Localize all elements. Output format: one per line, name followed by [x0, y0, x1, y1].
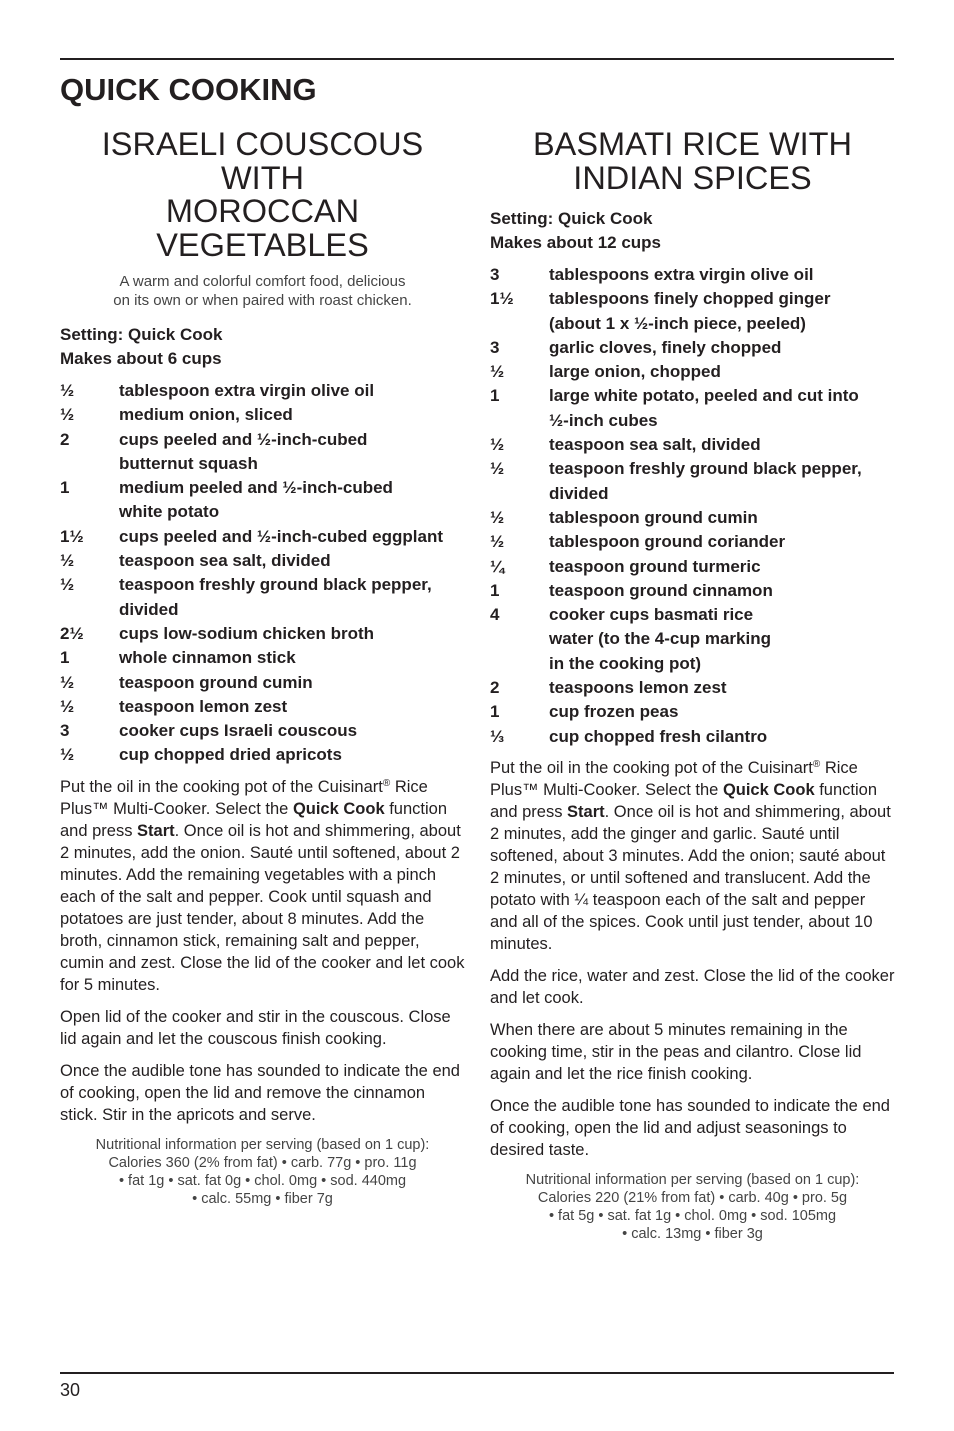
- ingredient-line: teaspoons lemon zest: [549, 678, 727, 698]
- ingredient-row: [60, 719, 465, 743]
- nutrition-info: [490, 1171, 895, 1243]
- nutrition-line: Nutritional information per serving (based on 1 cup):: [95, 1136, 430, 1153]
- recipe-title-line: BASMATI RICE WITH: [533, 126, 852, 162]
- ingredient-item: [549, 555, 895, 579]
- recipe-title: [60, 128, 465, 262]
- ingredient-line: tablespoon ground coriander: [549, 532, 786, 552]
- ingredient-qty: 4: [490, 605, 500, 625]
- method-paragraph: Put the oil in the cooking pot of the Cuisinart® Rice Plus™ Multi-Cooker. Select the Quick Cook function and press Start. Once oil is hot and shimmering, about 2 minutes, add the ginger and garlic. Sauté until softened, about 3 minutes. Add the onion; sauté about 2 minutes, or until softened and translucent. Add the potato with ¼ teaspoon each of the salt and pepper and all of the spices. Cook until just tender, about 10 minutes.: [490, 758, 891, 953]
- ingredient-row: [60, 428, 465, 477]
- ingredient-qty: [490, 627, 549, 676]
- ingredient-qty: 1½: [60, 526, 84, 546]
- ingredient-row: [60, 573, 465, 622]
- ingredient-qty: ½: [490, 459, 505, 479]
- ingredient-qty: 1: [60, 478, 70, 498]
- ingredient-line: teaspoon freshly ground black pepper,: [119, 575, 432, 595]
- bottom-rule: [60, 1372, 894, 1374]
- ingredient-qty: ⅓: [490, 726, 505, 746]
- ingredient-row: [60, 549, 465, 573]
- ingredient-qty: ¼: [490, 556, 505, 576]
- ingredient-qty: ½: [60, 575, 75, 595]
- recipe-method: [60, 776, 465, 1126]
- ingredient-item: [549, 336, 895, 360]
- ingredient-line: teaspoon sea salt, divided: [549, 435, 761, 455]
- ingredient-line: garlic cloves, finely chopped: [549, 337, 782, 357]
- nutrition-line: • fat 5g • sat. fat 1g • chol. 0mg • sod. 105mg: [548, 1207, 837, 1224]
- ingredient-row: [490, 263, 895, 287]
- ingredient-line: white potato: [119, 502, 220, 522]
- ingredient-qty: 2: [60, 429, 70, 449]
- ingredient-line: ½-inch cubes: [549, 410, 658, 430]
- ingredient-row: [490, 725, 895, 749]
- ingredient-line: teaspoon ground cumin: [119, 672, 313, 692]
- ingredient-line: tablespoon extra virgin olive oil: [119, 381, 375, 400]
- ingredient-row: [490, 676, 895, 700]
- method-paragraph: Add the rice, water and zest. Close the lid of the cooker and let cook.: [490, 966, 895, 1007]
- nutrition-line: Nutritional information per serving (based on 1 cup):: [525, 1171, 860, 1188]
- ingredient-line: water (to the 4-cup marking: [549, 629, 771, 649]
- ingredient-qty: 3: [490, 337, 500, 357]
- ingredient-line: large onion, chopped: [549, 362, 721, 382]
- ingredient-line: cup chopped fresh cilantro: [549, 726, 768, 746]
- ingredient-item: [549, 530, 895, 554]
- ingredient-row: [60, 403, 465, 427]
- recipe-meta: [60, 323, 465, 371]
- recipe-title-line: MOROCCAN: [165, 193, 360, 229]
- ingredient-line: whole cinnamon stick: [119, 648, 296, 668]
- recipe-meta: [490, 207, 895, 255]
- nutrition-line: • calc. 13mg • fiber 3g: [622, 1225, 763, 1242]
- ingredient-qty: 1: [490, 702, 500, 722]
- ingredient-row: [490, 336, 895, 360]
- ingredient-qty: ½: [490, 532, 505, 552]
- ingredient-qty: ½: [60, 381, 75, 400]
- ingredient-line: cup frozen peas: [549, 702, 679, 722]
- ingredient-item: [119, 695, 465, 719]
- recipe-israeli-couscous: [60, 125, 465, 1208]
- ingredient-item: [549, 700, 895, 724]
- ingredient-row: [490, 287, 895, 336]
- recipe-intro: [60, 272, 465, 310]
- section-title: QUICK COOKING: [60, 72, 317, 107]
- recipe-title-line: WITH: [220, 159, 305, 196]
- nutrition-info: [60, 1136, 465, 1208]
- ingredient-line: teaspoon lemon zest: [119, 696, 288, 716]
- ingredient-list: [60, 379, 465, 768]
- ingredient-row: [60, 671, 465, 695]
- ingredient-row: [60, 646, 465, 670]
- recipe-title: [490, 128, 895, 195]
- ingredient-item: [549, 287, 895, 336]
- ingredient-row: [60, 622, 465, 646]
- nutrition-line: • fat 1g • sat. fat 0g • chol. 0mg • sod. 440mg: [118, 1172, 407, 1189]
- ingredient-line: teaspoon freshly ground black pepper,: [549, 459, 862, 479]
- ingredient-line: butternut squash: [119, 453, 258, 473]
- ingredient-item: [549, 263, 895, 287]
- recipe-yield: Makes about 6 cups: [60, 349, 222, 368]
- ingredient-item: [119, 379, 465, 403]
- ingredient-row: [490, 433, 895, 457]
- ingredient-row: [60, 695, 465, 719]
- ingredient-item: [119, 403, 465, 427]
- method-paragraph: Open lid of the cooker and stir in the couscous. Close lid again and let the couscous finish cooking.: [60, 1007, 451, 1048]
- ingredient-row: [490, 506, 895, 530]
- ingredient-row: [490, 360, 895, 384]
- ingredient-row: [490, 627, 895, 676]
- nutrition-line: • calc. 55mg • fiber 7g: [192, 1190, 333, 1207]
- ingredient-row: [60, 525, 465, 549]
- ingredient-qty: ½: [60, 745, 75, 765]
- ingredient-item: [549, 384, 895, 433]
- ingredient-line: tablespoons finely chopped ginger: [549, 289, 831, 309]
- ingredient-row: [60, 743, 465, 767]
- ingredient-line: cooker cups Israeli couscous: [119, 721, 358, 741]
- ingredient-item: [549, 506, 895, 530]
- ingredient-row: [60, 379, 465, 403]
- ingredient-qty: 2½: [60, 623, 84, 643]
- page-number: 30: [60, 1380, 81, 1400]
- recipe-basmati-rice: [490, 125, 895, 1243]
- ingredient-item: [119, 719, 465, 743]
- ingredient-line: tablespoons extra virgin olive oil: [549, 265, 814, 284]
- ingredient-line: in the cooking pot): [549, 653, 702, 673]
- ingredient-item: [549, 433, 895, 457]
- ingredient-item: [119, 743, 465, 767]
- method-paragraph: When there are about 5 minutes remaining in the cooking time, stir in the peas and cilantro. Close lid again and let the rice finish cooking.: [490, 1020, 862, 1083]
- ingredient-row: [490, 700, 895, 724]
- ingredient-qty: 1½: [490, 289, 514, 309]
- ingredient-qty: ½: [490, 507, 505, 527]
- ingredient-line: divided: [119, 599, 179, 619]
- ingredient-qty: ½: [490, 435, 505, 455]
- ingredient-item: [119, 549, 465, 573]
- ingredient-item: [549, 725, 895, 749]
- recipe-title-line: ISRAELI COUSCOUS: [101, 126, 424, 162]
- intro-line: on its own or when paired with roast chicken.: [113, 292, 412, 309]
- ingredient-item: [119, 476, 465, 525]
- nutrition-line: Calories 220 (21% from fat) • carb. 40g • pro. 5g: [537, 1189, 848, 1206]
- ingredient-line: medium peeled and ½-inch-cubed: [119, 478, 393, 498]
- ingredient-qty: 1: [490, 580, 500, 600]
- ingredient-line: teaspoon ground cinnamon: [549, 580, 773, 600]
- ingredient-item: [119, 573, 465, 622]
- ingredient-qty: 3: [490, 265, 500, 284]
- ingredient-item: [549, 676, 895, 700]
- recipe-setting: Setting: Quick Cook: [60, 325, 223, 344]
- ingredient-item: [549, 360, 895, 384]
- ingredient-line: teaspoon ground turmeric: [549, 556, 761, 576]
- recipe-title-line: VEGETABLES: [156, 226, 369, 263]
- ingredient-line: cups peeled and ½-inch-cubed: [119, 429, 368, 449]
- ingredient-row: [490, 555, 895, 579]
- ingredient-item: [549, 457, 895, 506]
- nutrition-line: Calories 360 (2% from fat) • carb. 77g • pro. 11g: [108, 1154, 417, 1171]
- ingredient-line: tablespoon ground cumin: [549, 507, 758, 527]
- ingredient-item: [119, 428, 465, 477]
- ingredient-qty: 1: [60, 648, 70, 668]
- method-paragraph: Once the audible tone has sounded to indicate the end of cooking, open the lid and adjust seasonings to desired taste.: [490, 1096, 890, 1159]
- recipe-method: [490, 757, 895, 1161]
- ingredient-row: [490, 603, 895, 627]
- ingredient-qty: ½: [60, 696, 75, 716]
- recipe-yield: Makes about 12 cups: [490, 233, 662, 252]
- ingredient-qty: ½: [490, 362, 505, 382]
- ingredient-line: cups low-sodium chicken broth: [119, 623, 375, 643]
- method-paragraph: Put the oil in the cooking pot of the Cuisinart® Rice Plus™ Multi-Cooker. Select the Quick Cook function and press Start. Once oil is hot and shimmering, about 2 minutes, add the onion. Sauté until softened, about 2 minutes. Add the remaining vegetables with a pinch each of the salt and pepper. Cook until squash and potatoes are just tender, about 8 minutes. Add the broth, cinnamon stick, remaining salt and pepper, cumin and zest. Close the lid of the cooker and let cook for 5 minutes.: [60, 777, 465, 994]
- recipe-title-line: INDIAN SPICES: [573, 159, 812, 196]
- ingredient-row: [490, 579, 895, 603]
- ingredient-qty: 3: [60, 721, 70, 741]
- ingredient-line: teaspoon sea salt, divided: [119, 551, 331, 571]
- ingredient-qty: 1: [490, 386, 500, 406]
- ingredient-item: [549, 627, 895, 676]
- ingredient-item: [119, 525, 465, 549]
- recipe-setting: Setting: Quick Cook: [490, 209, 653, 228]
- ingredient-row: [490, 457, 895, 506]
- intro-line: A warm and colorful comfort food, delicious: [119, 273, 406, 290]
- ingredient-item: [119, 646, 465, 670]
- top-rule: [60, 58, 894, 60]
- ingredient-item: [119, 671, 465, 695]
- ingredient-item: [119, 622, 465, 646]
- ingredient-qty: ½: [60, 551, 75, 571]
- ingredient-item: [549, 603, 895, 627]
- ingredient-item: [549, 579, 895, 603]
- ingredient-list: [490, 263, 895, 749]
- ingredient-row: [60, 476, 465, 525]
- ingredient-row: [490, 530, 895, 554]
- ingredient-line: large white potato, peeled and cut into: [549, 386, 859, 406]
- ingredient-line: cup chopped dried apricots: [119, 745, 342, 765]
- ingredient-line: medium onion, sliced: [119, 405, 293, 425]
- ingredient-line: (about 1 x ½-inch piece, peeled): [549, 313, 806, 333]
- ingredient-line: cooker cups basmati rice: [549, 605, 754, 625]
- ingredient-qty: 2: [490, 678, 500, 698]
- method-paragraph: Once the audible tone has sounded to indicate the end of cooking, open the lid and remove the cinnamon stick. Stir in the apricots and serve.: [60, 1061, 460, 1124]
- ingredient-line: cups peeled and ½-inch-cubed eggplant: [119, 526, 443, 546]
- ingredient-row: [490, 384, 895, 433]
- ingredient-qty: ½: [60, 672, 75, 692]
- ingredient-line: divided: [549, 483, 609, 503]
- ingredient-qty: ½: [60, 405, 75, 425]
